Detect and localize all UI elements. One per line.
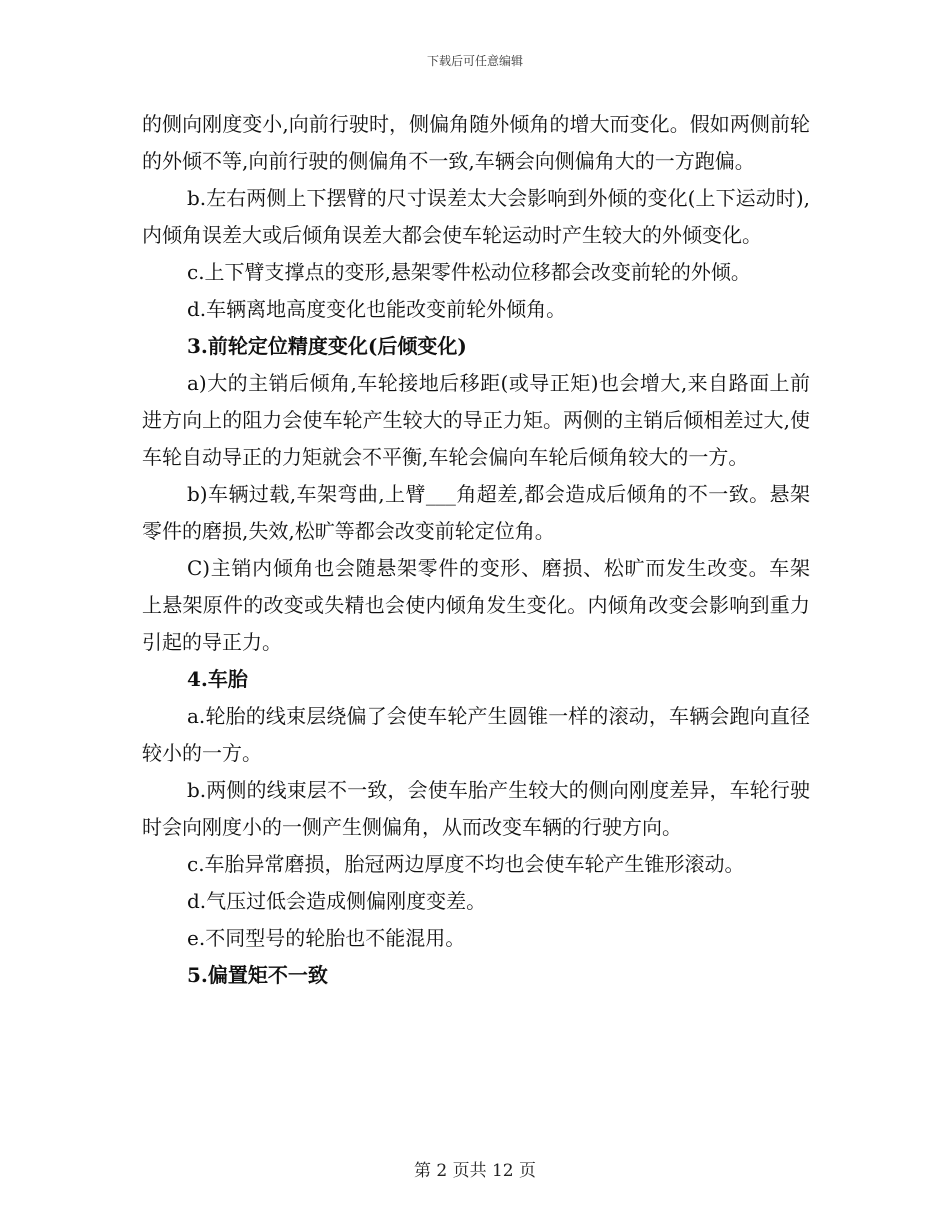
paragraph: b.两侧的线束层不一致，会使车胎产生较大的侧向刚度差异，车轮行驶时会向刚度小的一侧产生侧偏角，从而改变车辆的行驶方向。	[142, 778, 810, 839]
page-header: 下载后可任意编辑	[426, 54, 523, 68]
paragraph: c.上下臂支撑点的变形,悬架零件松动位移都会改变前轮的外倾。	[187, 260, 751, 284]
paragraph: d.气压过低会造成侧偏刚度变差。	[187, 889, 487, 913]
paragraph: a)大的主销后倾角,车轮接地后移距(或导正矩)也会增大,来自路面上前进方向上的阻力会使车轮产生较大的导正力矩。两侧的主销后倾相差过大,使车轮自动导正的力矩就会不平衡,车轮会偏向车轮后倾角较大的一方。	[142, 371, 810, 469]
page-footer: 第 2 页共 12 页	[413, 1161, 537, 1181]
paragraph: 的侧向刚度变小,向前行驶时，侧偏角随外倾角的增大而变化。假如两侧前轮的外倾不等,向前行驶的侧偏角不一致,车辆会向侧偏角大的一方跑偏。	[142, 112, 810, 173]
paragraph: d.车辆离地高度变化也能改变前轮外倾角。	[187, 297, 567, 321]
paragraph: a.轮胎的线束层绕偏了会使车轮产生圆锥一样的滚动，车辆会跑向直径较小的一方。	[142, 704, 810, 765]
section-heading: 4.车胎	[187, 667, 248, 691]
document-body	[142, 106, 810, 994]
paragraph: b.左右两侧上下摆臂的尺寸误差太大会影响到外倾的变化(上下运动时),内倾角误差大或后倾角误差大都会使车轮运动时产生较大的外倾变化。	[142, 186, 810, 247]
paragraph: b)车辆过载,车架弯曲,上臂___角超差,都会造成后倾角的不一致。悬架零件的磨损,失效,松旷等都会改变前轮定位角。	[142, 482, 810, 543]
paragraph: e.不同型号的轮胎也不能混用。	[187, 926, 466, 950]
section-heading: 3.前轮定位精度变化(后倾变化)	[187, 334, 467, 358]
paragraph: c.车胎异常磨损，胎冠两边厚度不均也会使车轮产生锥形滚动。	[187, 852, 745, 876]
paragraph: C)主销内倾角也会随悬架零件的变形、磨损、松旷而发生改变。车架上悬架原件的改变或失精也会使内倾角发生变化。内倾角改变会影响到重力引起的导正力。	[142, 556, 810, 654]
section-heading: 5.偏置矩不一致	[187, 963, 328, 987]
